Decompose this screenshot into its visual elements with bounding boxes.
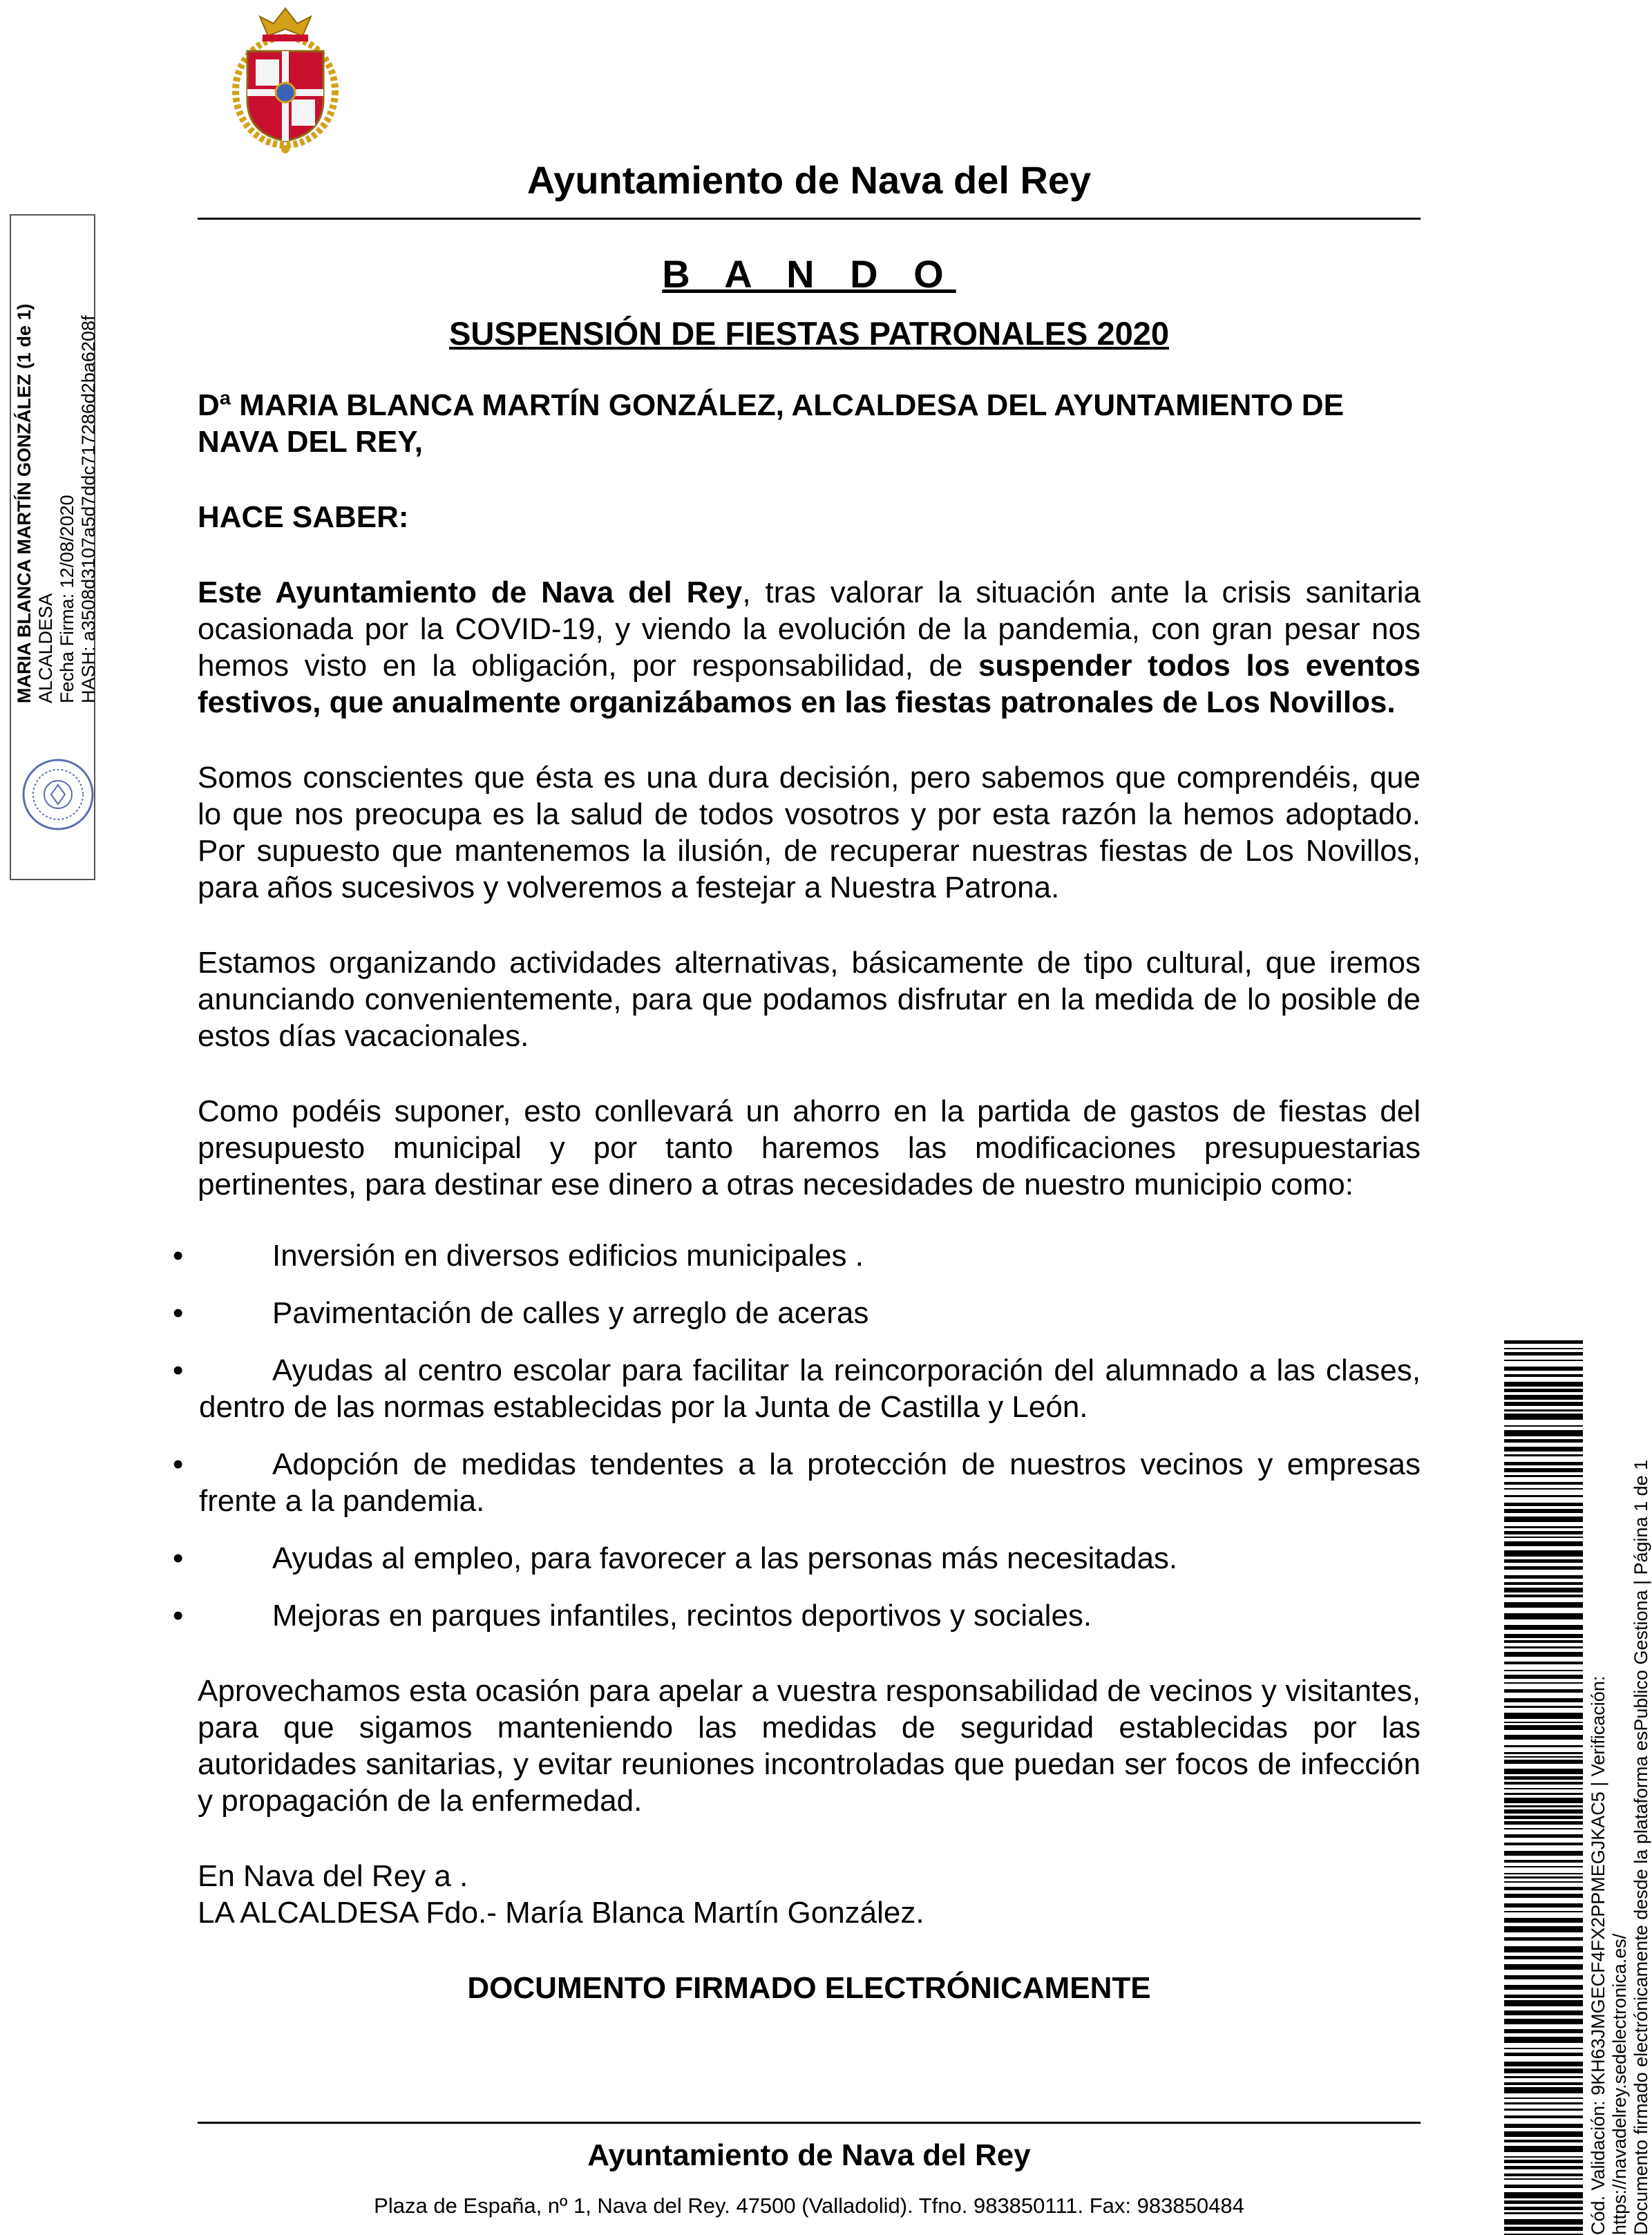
bullet-icon: • — [173, 1239, 184, 1273]
barcode-bar — [1504, 2185, 1583, 2188]
barcode-bar — [1504, 1670, 1583, 1671]
barcode-bar — [1504, 1575, 1583, 1579]
barcode-bar — [1504, 1374, 1583, 1377]
barcode-bar — [1504, 2131, 1583, 2137]
barcode-bar — [1504, 1634, 1583, 1638]
barcode-bar — [1504, 1722, 1583, 1723]
barcode-bar — [1504, 1788, 1583, 1789]
barcode-bar — [1504, 1798, 1583, 1803]
barcode-bar — [1504, 1613, 1583, 1619]
barcode-bar — [1504, 1675, 1583, 1679]
barcode-bar — [1504, 1903, 1583, 1908]
announce-line: HACE SABER: — [198, 500, 409, 534]
validation-platform: Documento firmado electrónicamente desde la plataforma esPublico Gestiona | Página 1 de 1 — [1631, 1459, 1651, 2235]
barcode-bar — [1504, 1769, 1583, 1774]
barcode-bar — [1504, 1588, 1583, 1592]
bullet-icon: • — [173, 1447, 184, 1481]
barcode-bar — [1504, 1662, 1583, 1664]
closing-block — [198, 1858, 1421, 1931]
barcode-bar — [1504, 2087, 1583, 2093]
header-divider — [198, 218, 1421, 220]
barcode-bar — [1504, 1760, 1583, 1764]
issuer-line: Dª MARIA BLANCA MARTÍN GONZÁLEZ, ALCALDESA DEL AYUNTAMIENTO DE NAVA DEL REY, — [198, 388, 1344, 459]
barcode-bar — [1504, 1713, 1583, 1719]
footer-title: Ayuntamiento de Nava del Rey — [587, 2138, 1031, 2172]
official-seal-icon — [21, 757, 95, 832]
barcode-bar — [1504, 1873, 1583, 1874]
stamp-signer: MARIA BLANCA MARTÍN GONZÁLEZ (1 de 1) — [14, 303, 35, 703]
barcode-bar — [1504, 1752, 1583, 1754]
barcode-bar — [1504, 1816, 1583, 1819]
barcode-bar — [1504, 1382, 1583, 1387]
barcode-bar — [1504, 1745, 1583, 1747]
barcode-bar — [1504, 1482, 1583, 1485]
bullet-icon: • — [173, 1353, 184, 1387]
list-item — [0, 1352, 1421, 1425]
barcode-bar — [1504, 2019, 1583, 2024]
barcode-bar — [1504, 1414, 1583, 1420]
barcode-bar — [1504, 2068, 1583, 2073]
list-item — [0, 1597, 1421, 1634]
barcode-bar — [1504, 1625, 1583, 1630]
barcode-bar — [1504, 1367, 1583, 1371]
list-item — [0, 1540, 1421, 1577]
paragraph-5: Aprovechamos esta ocasión para apelar a vuestra responsabilidad de vecinos y visitantes, para que sigamos manteniendo las medidas de seguridad establecidas por las autoridades sanitarias, y evitar reuniones incontroladas que puedan ser focos de infección y propagación de la enfermedad. — [198, 1674, 1421, 1818]
list-item-text: Pavimentación de calles y arreglo de aceras — [272, 1296, 869, 1330]
barcode-bar — [1504, 1409, 1583, 1411]
barcode-bar — [1504, 1911, 1583, 1912]
barcode-bar — [1504, 1402, 1583, 1406]
stamp-hash: HASH: a3508d3107a5d7ddc717286d2ba6208f — [78, 315, 99, 703]
barcode-bar — [1504, 1360, 1583, 1361]
barcode-bar — [1504, 2156, 1583, 2158]
barcode-bar — [1504, 1640, 1583, 1643]
barcode-bar — [1504, 1550, 1583, 1557]
barcode-bar — [1504, 1537, 1583, 1538]
validation-text — [1588, 1406, 1652, 2235]
list-item-text: Ayudas al centro escolar para facilitar la reincorporación del alumnado a las clases, dentro de las normas establecidas por la Junta de Castilla y León. — [199, 1353, 1421, 1424]
barcode-bar — [1504, 1652, 1583, 1657]
barcode-bar — [1504, 1352, 1583, 1356]
barcode-bar — [1504, 1860, 1583, 1863]
document-body — [173, 387, 1421, 2006]
barcode-bar — [1504, 1488, 1583, 1490]
barcode-bar — [1504, 1447, 1583, 1452]
barcode-bar — [1504, 1866, 1583, 1867]
barcode-bar — [1504, 1937, 1583, 1941]
barcode-bar — [1504, 1462, 1583, 1465]
barcode-bar — [1504, 1395, 1583, 1400]
place-date: En Nava del Rey a . — [198, 1859, 468, 1893]
barcode-bar — [1504, 1425, 1583, 1427]
barcode-bar — [1504, 1725, 1583, 1730]
barcode-bar — [1504, 1735, 1583, 1740]
barcode-bar — [1504, 1843, 1583, 1845]
barcode-bar — [1504, 1851, 1583, 1856]
barcode-bar — [1504, 2062, 1583, 2066]
signature-stamp-text — [14, 12, 99, 703]
barcode-bar — [1504, 2029, 1583, 2033]
barcode-bar — [1504, 1964, 1583, 1970]
barcode-bar — [1504, 1559, 1583, 1563]
barcode-bar — [1504, 1881, 1583, 1883]
barcode-bar — [1504, 1894, 1583, 1898]
barcode-bar — [1504, 1975, 1583, 1979]
list-item — [0, 1295, 1421, 1331]
barcode-bar — [1504, 2082, 1583, 2085]
barcode-bar — [1504, 1582, 1583, 1585]
barcode-bar — [1504, 2146, 1583, 2152]
barcode-bar — [1504, 1646, 1583, 1648]
list-item — [0, 1446, 1421, 1519]
barcode-bar — [1504, 2124, 1583, 2128]
barcode-bar — [1504, 1389, 1583, 1392]
paragraph-1-bold-end: suspender todos los eventos festivos, que anualmente organizábamos en las fiestas patronales de Los Novillos. — [198, 649, 1421, 719]
barcode-bar — [1504, 1541, 1583, 1546]
barcode-bar — [1504, 1834, 1583, 1838]
barcode-bar — [1504, 2174, 1583, 2176]
barcode-bar — [1504, 1756, 1583, 1758]
barcode-bar — [1504, 1793, 1583, 1795]
barcode-bar — [1504, 1531, 1583, 1534]
barcode-bar — [1504, 2010, 1583, 2015]
municipal-crest-logo — [220, 3, 351, 155]
barcode-bar — [1504, 2178, 1583, 2180]
signature-line: LA ALCALDESA Fdo.- María Blanca Martín González. — [198, 1896, 924, 1930]
barcode-bar — [1504, 2160, 1583, 2163]
paragraph-1-bold-start: Este Ayuntamiento de Nava del Rey — [198, 576, 743, 609]
barcode-bar — [1504, 2166, 1583, 2169]
barcode-bar — [1504, 1956, 1583, 1959]
paragraph-1 — [198, 574, 1421, 721]
barcode-bar — [1504, 1706, 1583, 1708]
validation-code: Cód. Validación: 9KH63JMGECF4FX2PPMEGJKAC5 | Verificación: https://navadelrey.sedelectronica.es/ — [1588, 1675, 1630, 2235]
barcode-bar — [1504, 1805, 1583, 1807]
barcode-bar — [1504, 1516, 1583, 1522]
barcode-bar — [1504, 1828, 1583, 1829]
footer-address: Plaza de España, nº 1, Nava del Rey. 47500 (Valladolid). Tfno. 983850111. Fax: 983850484 — [374, 2194, 1244, 2218]
barcode-bar — [1504, 1995, 1583, 1998]
barcode-bar — [1504, 1340, 1583, 1344]
barcode-bar — [1504, 2140, 1583, 2142]
barcode-bar — [1504, 1682, 1583, 1684]
barcode-bar — [1504, 1468, 1583, 1472]
bullet-icon: • — [173, 1541, 184, 1575]
barcode-bar — [1504, 2037, 1583, 2043]
barcode-bar — [1504, 1946, 1583, 1952]
barcode-bar — [1504, 2212, 1583, 2214]
barcode-bar — [1504, 1776, 1583, 1780]
barcode-bar — [1504, 1821, 1583, 1825]
barcode-bar — [1504, 1985, 1583, 1990]
barcode-icon — [1504, 1340, 1583, 2235]
barcode-bar — [1504, 1689, 1583, 1693]
barcode-bar — [1504, 2076, 1583, 2078]
barcode-bar — [1504, 1526, 1583, 1528]
measures-list — [0, 1237, 1421, 1634]
barcode-bar — [1504, 2192, 1583, 2198]
bullet-icon: • — [173, 1296, 184, 1330]
barcode-bar — [1504, 2102, 1583, 2104]
barcode-bar — [1504, 2048, 1583, 2049]
paragraph-4: Como podéis suponer, esto conllevará un ahorro en la partida de gastos de fiestas del presupuesto municipal y por tanto haremos las modificaciones presupuestarias pertinentes, para destinar ese dinero a otras necesidades de nuestro municipio como: — [198, 1094, 1421, 1201]
paragraph-2: Somos conscientes que ésta es una dura decisión, pero sabemos que comprendéis, que lo que nos preocupa es la salud de todos vosotros y por esta razón la hemos adoptado. Por supuesto que mantenemos la ilusión, de recuperar nuestras fiestas de Los Novillos, para años sucesivos y volveremos a festejar a Nuestra Patrona. — [198, 761, 1421, 904]
barcode-bar — [1504, 1595, 1583, 1597]
barcode-bar — [1504, 1918, 1583, 1923]
stamp-date: Fecha Firma: 12/08/2020 — [57, 495, 77, 703]
bullet-icon: • — [173, 1599, 184, 1633]
barcode-bar — [1504, 1566, 1583, 1570]
barcode-bar — [1504, 1698, 1583, 1702]
barcode-bar — [1504, 1509, 1583, 1513]
barcode-bar — [1504, 2053, 1583, 2056]
barcode-bar — [1504, 2098, 1583, 2099]
barcode-bar — [1504, 2219, 1583, 2225]
paragraph-1-text: , tras valorar la situación ante la crisis sanitaria ocasionada por la COVID-19, y viendo la evolución de la pandemia, con gran pesar nos hemos visto en la obligación, por responsabilidad, de — [198, 576, 1421, 683]
barcode-bar — [1504, 1809, 1583, 1814]
list-item-text: Adopción de medidas tendentes a la protección de nuestros vecinos y empresas frente a la pandemia. — [199, 1447, 1421, 1518]
barcode-bar — [1504, 1454, 1583, 1456]
barcode-bar — [1504, 1475, 1583, 1477]
barcode-bar — [1504, 2000, 1583, 2006]
barcode-bar — [1504, 1602, 1583, 1608]
stamp-role: ALCALDESA — [35, 593, 56, 703]
barcode-bar — [1504, 1887, 1583, 1890]
footer-divider — [198, 2122, 1421, 2124]
barcode-bar — [1504, 2109, 1583, 2111]
barcode-bar — [1504, 2115, 1583, 2118]
barcode-bar — [1504, 1430, 1583, 1436]
document-heading: B A N D O — [662, 252, 956, 296]
list-item-text: Inversión en diversos edificios municipales . — [272, 1239, 864, 1273]
barcode-bar — [1504, 1503, 1583, 1506]
list-item — [0, 1237, 1421, 1274]
barcode-bar — [1504, 1782, 1583, 1785]
barcode-bar — [1504, 2207, 1583, 2210]
barcode-bar — [1504, 2200, 1583, 2204]
paragraph-3: Estamos organizando actividades alternativas, básicamente de tipo cultural, que iremos anunciando convenientemente, para que podamos disfrutar en la medida de lo posible de estos días vacacionales. — [198, 946, 1421, 1053]
header-title: Ayuntamiento de Nava del Rey — [526, 158, 1092, 202]
document-subtitle: SUSPENSIÓN DE FIESTAS PATRONALES 2020 — [448, 315, 1170, 352]
barcode-bar — [1504, 1876, 1583, 1879]
barcode-bar — [1504, 1348, 1583, 1349]
barcode-bar — [1504, 1439, 1583, 1443]
list-item-text: Mejoras en parques infantiles, recintos deportivos y sociales. — [272, 1599, 1092, 1633]
barcode-bar — [1504, 1926, 1583, 1932]
barcode-bar — [1504, 2227, 1583, 2231]
list-item-text: Ayudas al empleo, para favorecer a las personas más necesitadas. — [272, 1541, 1178, 1575]
barcode-bar — [1504, 1495, 1583, 1497]
signed-notice: DOCUMENTO FIRMADO ELECTRÓNICAMENTE — [467, 1971, 1151, 2005]
